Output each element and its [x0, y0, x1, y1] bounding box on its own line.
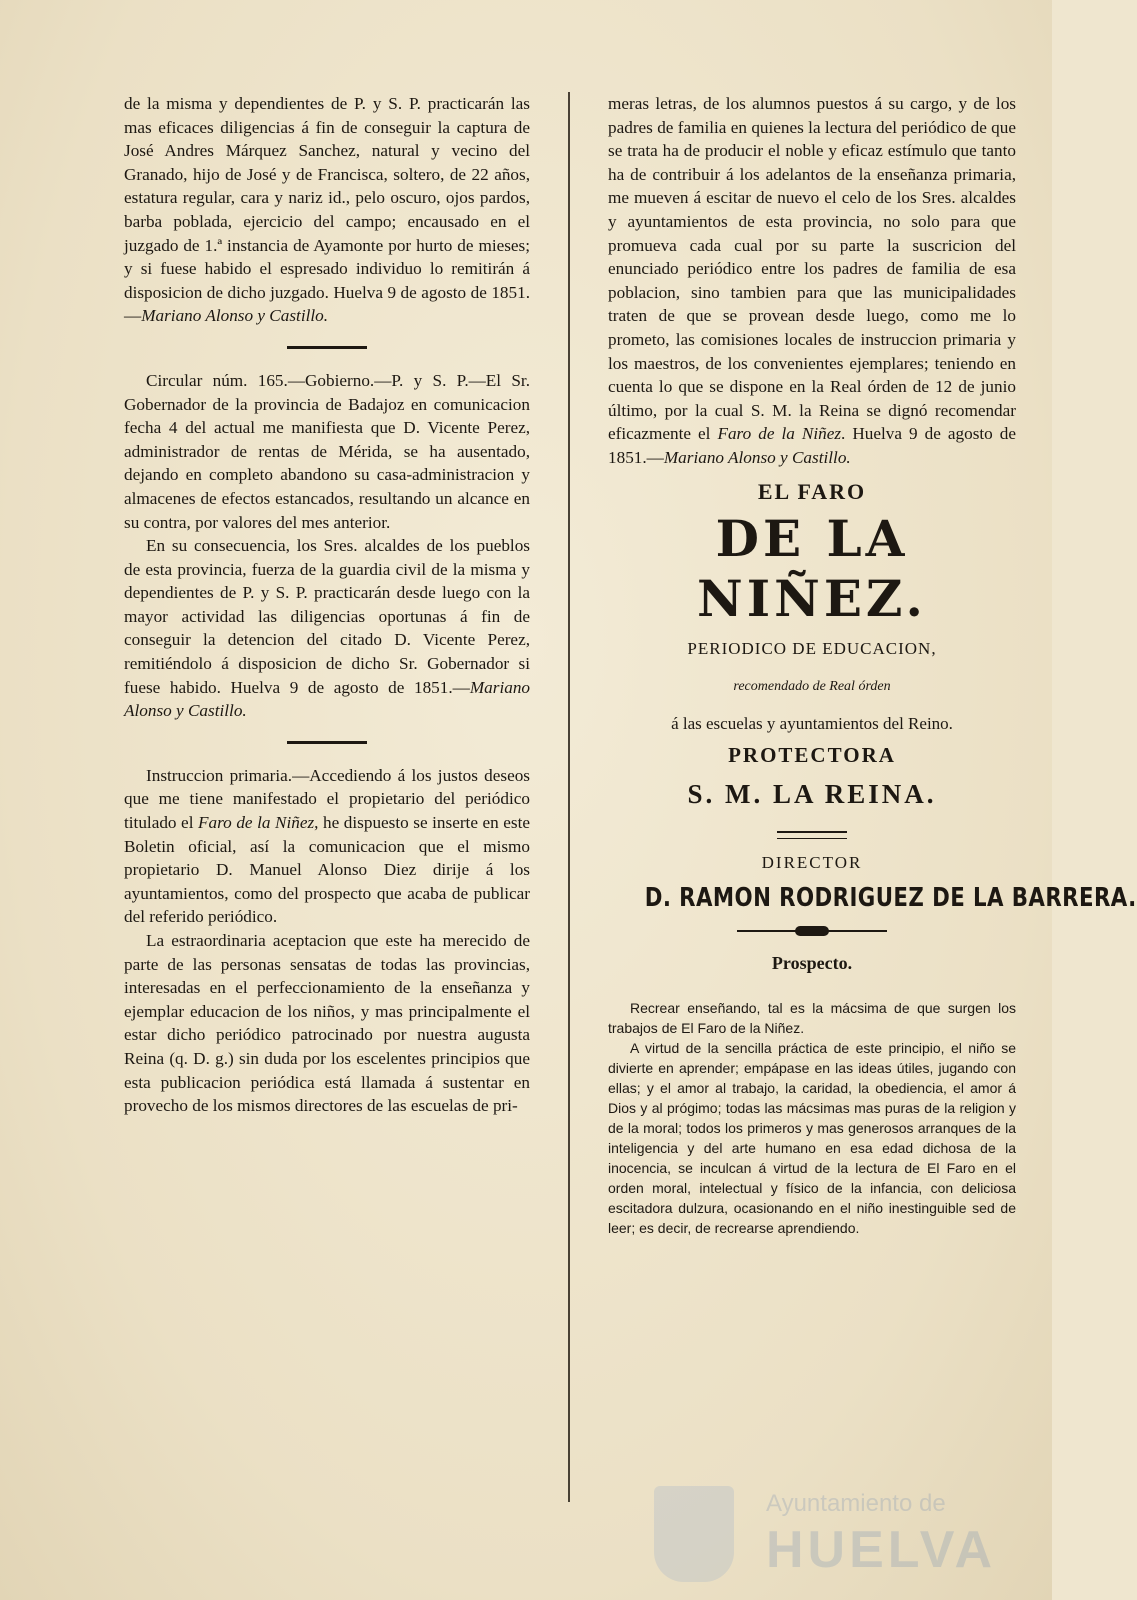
director-label: DIRECTOR [761, 853, 863, 873]
paragraph-captura: de la misma y dependientes de P. y S. P. practicarán las mas eficaces diligencias á fin de conseguir la captura de José Andres Márquez Sanchez, natural y vecino del Granado, hijo de José y de Francisca, soltero, de 22 años, estatura regular, cara y nariz id., pelo oscuro, ojos pardos, barba poblada, ejercicio del campo; encausado en el juzgado de 1.ª instancia de Ayamonte por hurto de mieses; y si fuese habido el espresado individuo lo remitirán á disposicion de dicho juzgado. Huelva 9 de agosto de 1851.—Mariano Alonso y Castillo. [124, 94, 530, 326]
prospecto-heading: Prospecto. [771, 953, 853, 974]
masthead-recommended: recomendado de Real órden [733, 678, 891, 694]
masthead-de-la-ninez: DE LA NIÑEZ. [697, 509, 927, 629]
prospecto-paragraph: Recrear enseñando, tal es la mácsima de que surgen los trabajos de El Faro de la Niñez. [608, 999, 1016, 1036]
left-column [124, 92, 530, 1118]
paragraph-consecuencia: En su consecuencia, los Sres. alcaldes de los pueblos de esta provincia, fuerza de la guardia civil de la misma y dependientes de P. y S. P. practicarán desde luego con la mayor actividad las diligencias oportunas á fin de conseguir la detencion del citado D. Vicente Perez, remitiéndolo á disposicion de dicho Sr. Gobernador si fuese habido. Huelva 9 de agosto de 1851.—Mariano Alonso y Castillo. [124, 536, 530, 721]
masthead-reina: S. M. LA REINA. [687, 779, 937, 810]
watermark-line2: HUELVA [766, 1521, 997, 1579]
prospecto-body [608, 998, 1016, 1238]
masthead-audience: á las escuelas y ayuntamientos del Reino. [671, 714, 953, 734]
signature: Mariano Alonso y Castillo. [124, 677, 530, 721]
prospecto-paragraph: A virtud de la sencilla práctica de este principio, el niño se divierte en aprender; empápase en las ideas útiles, jugando con ellas; y el amor al trabajo, la caridad, la obediencia, el amor á Dios y al prógimo; todas las mácsimas mas puras de la religion y de la moral; todos los primeros y mas generosos arranques de la inteligencia y del arte humano en esa edad dichosa de la inocencia, se inculcan á virtud de la lectura de El Faro en el orden moral, intelectual y físico de la infancia, con deliciosa escitadora dulzura, ocasionando en el niño inestinguible sed de leer; es decir, de recrearse aprendiendo. [608, 1039, 1016, 1236]
column-divider [568, 92, 570, 1502]
ornament-divider [737, 926, 887, 936]
masthead-el-faro: EL FARO [757, 478, 867, 504]
paragraph-circular-165: Circular núm. 165.—Gobierno.—P. y S. P.—El Sr. Gobernador de la provincia de Badajoz en comunicacion fecha 4 del actual me manifiesta que D. Vicente Perez, administrador de rentas de Mérida, se ha ausentado, dejando en completo abandono su casa-administracion y almacenes de efectos estancados, resultando un alcance en su contra, por valores del mes anterior. [124, 370, 530, 532]
signature: Mariano Alonso y Castillo. [663, 447, 851, 467]
watermark-line1: Ayuntamiento de [766, 1490, 946, 1517]
signature: Mariano Alonso y Castillo. [141, 306, 329, 326]
ornament-rule [777, 831, 847, 839]
masthead-protectora: PROTECTORA [728, 742, 896, 767]
archive-watermark [654, 1486, 997, 1582]
section-rule [287, 346, 367, 349]
right-column [608, 92, 1137, 1238]
section-rule [287, 741, 367, 744]
paragraph-continuation: meras letras, de los alumnos puestos á su cargo, y de los padres de familia en quienes la lectura del periódico de que se trata ha de producir el noble y eficaz estímulo que tanto ha de contribuir á los adelantos de la enseñanza primaria, me mueven á escitar de nuevo el celo de los Sres. alcaldes y ayuntamientos de esta provincia, no solo para que promueva cada cual por su parte la suscricion del enunciado periódico entre los padres de familia de esa poblacion, sino tambien para que las municipalidades traten de que se provean desde luego, como me lo prometo, las comisiones locales de instruccion primaria y los maestros, de los convenientes ejemplares; teniendo en cuenta lo que se dispone en la Real órden de 12 de junio último, por la cual S. M. la Reina se dignó recomendar eficazmente el Faro de la Niñez. Huelva 9 de agosto de 1851.—Mariano Alonso y Castillo. [608, 94, 1016, 467]
periodical-title: Faro de la Niñez [717, 424, 842, 444]
director-name: D. RAMON RODRIGUEZ DE LA BARRERA. [644, 882, 1137, 913]
paragraph-instruccion-primaria: Instruccion primaria.—Accediendo á los justos deseos que me tiene manifestado el propietario del periódico titulado el Faro de la Niñez, he dispuesto se inserte en este Boletin oficial, así la comunicacion que el mismo propietario D. Manuel Alonso Diez dirije á los ayuntamientos, como del prospecto que acaba de publicar del referido periódico. [124, 765, 531, 927]
masthead-subtitle: PERIODICO DE EDUCACION, [687, 639, 937, 659]
coat-of-arms-icon [654, 1486, 734, 1582]
paragraph-aceptacion: La estraordinaria aceptacion que este ha merecido de parte de las personas sensatas de todas las provincias, interesadas en el perfeccionamiento de la enseñanza y ejemplar educacion de los niños, y mas principalmente el estar dicho periódico patrocinado por nuestra augusta Reina (q. D. g.) sin duda por los escelentes principios que esta publicacion periódica está llamada á sustentar en provecho de los mismos directores de las escuelas de pri- [124, 931, 530, 1116]
periodical-title: Faro de la Niñez [198, 813, 315, 833]
